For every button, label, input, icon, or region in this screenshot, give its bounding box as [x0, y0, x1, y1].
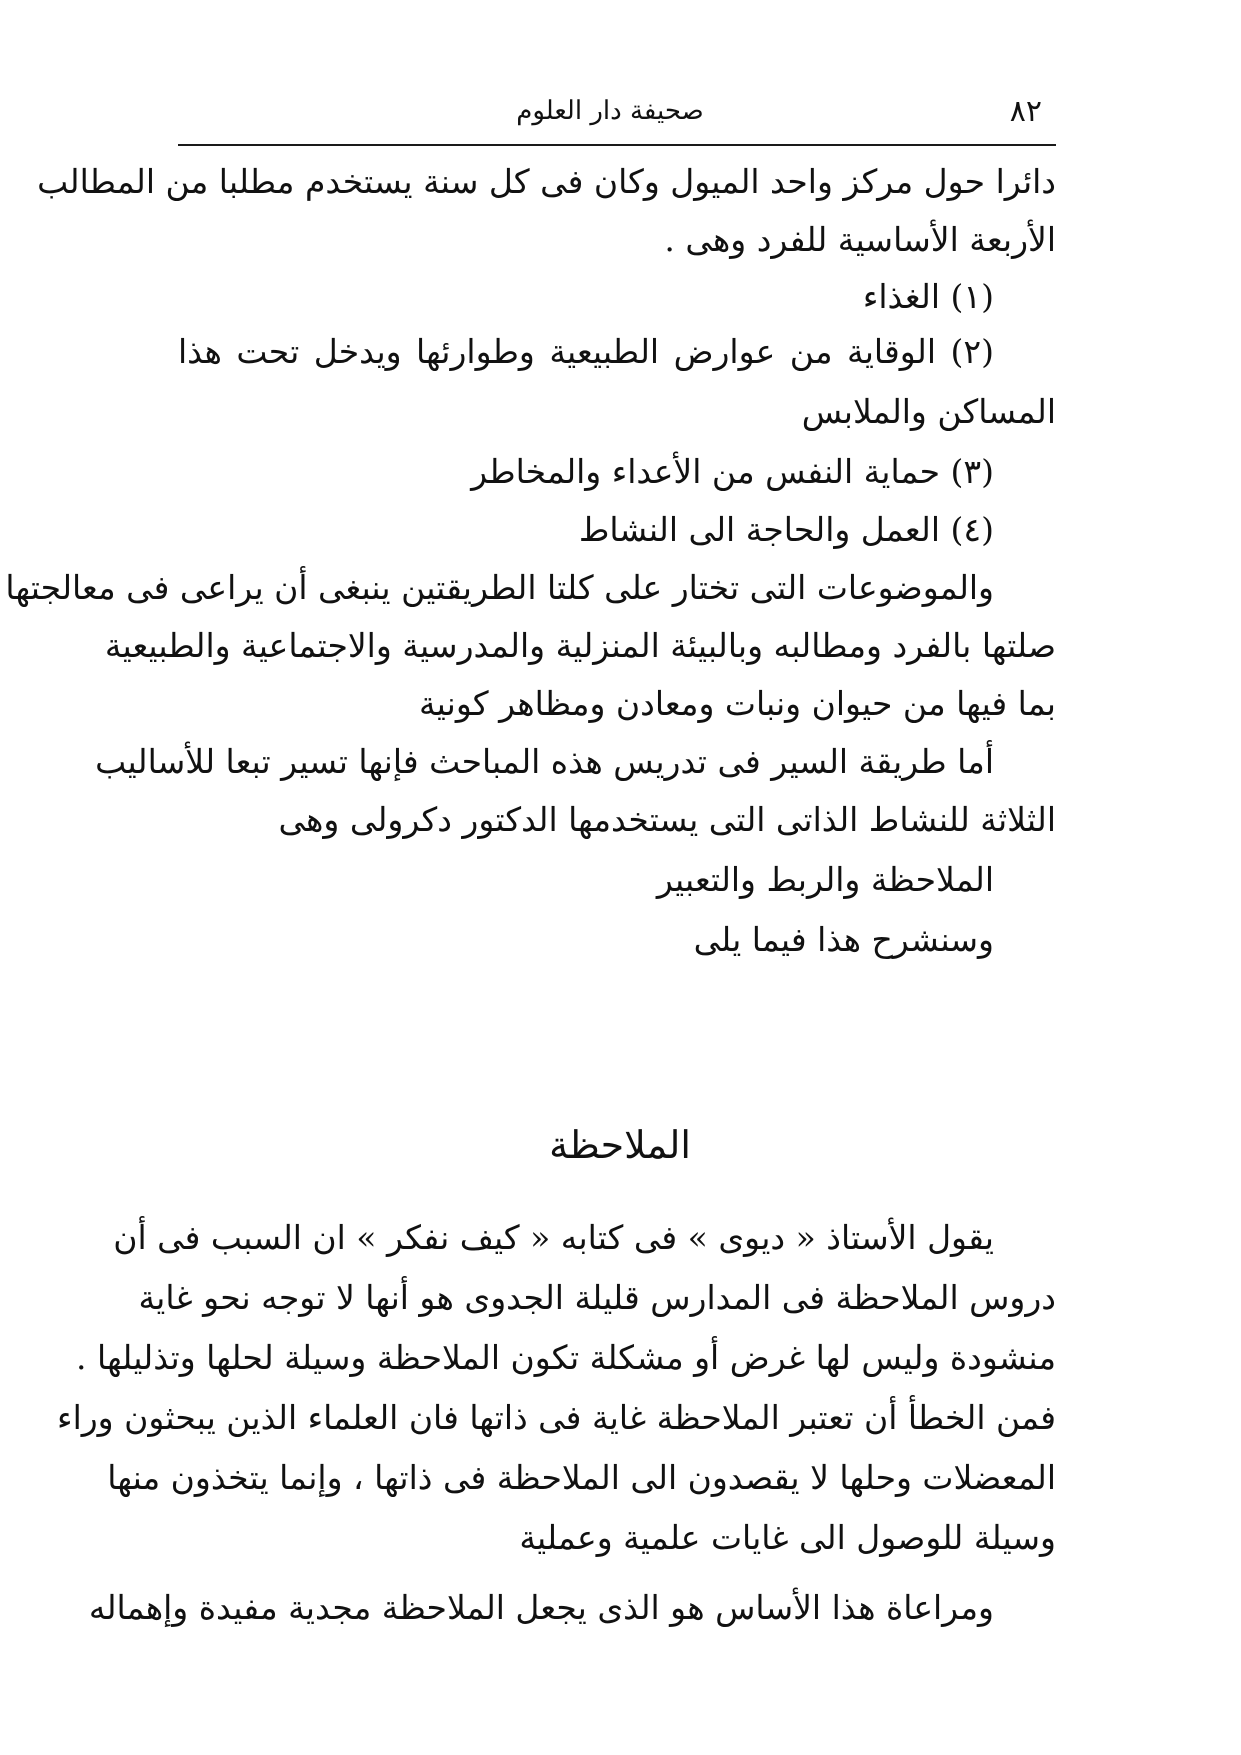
section-heading: الملاحظة	[549, 1123, 691, 1167]
list-item-2: (٢) الوقاية من عوارض الطبيعية وطوارئها ويدخل تحت هذا	[178, 332, 994, 371]
text-line: الملاحظة والربط والتعبير	[656, 860, 994, 899]
text-line: منشودة وليس لها غرض أو مشكلة تكون الملاحظة وسيلة لحلها وتذليلها .	[76, 1338, 1056, 1377]
page-number: ٨٢	[1009, 94, 1042, 129]
list-item-4: (٤) العمل والحاجة الى النشاط	[578, 510, 994, 549]
text-line: وسيلة للوصول الى غايات علمية وعملية	[519, 1518, 1056, 1557]
text-line: ومراعاة هذا الأساس هو الذى يجعل الملاحظة مجدية مفيدة وإهماله	[88, 1588, 994, 1627]
text-line: المساكن والملابس	[801, 392, 1056, 431]
text-line: أما طريقة السير فى تدريس هذه المباحث فإنها تسير تبعا للأساليب	[95, 742, 994, 781]
text-line: الثلاثة للنشاط الذاتى التى يستخدمها الدكتور دكرولى وهى	[278, 800, 1056, 839]
header-rule	[178, 144, 1056, 146]
text-line: والموضوعات التى تختار على كلتا الطريقتين ينبغى أن يراعى فى معالجتها	[5, 568, 994, 607]
text-line: دروس الملاحظة فى المدارس قليلة الجدوى هو أنها لا توجه نحو غاية	[138, 1278, 1056, 1317]
text-line: دائرا حول مركز واحد الميول وكان فى كل سنة يستخدم مطلبا من المطالب	[37, 162, 1056, 201]
text-line: فمن الخطأ أن تعتبر الملاحظة غاية فى ذاتها فان العلماء الذين يبحثون وراء	[57, 1398, 1056, 1437]
text-line: الأربعة الأساسية للفرد وهى .	[664, 220, 1056, 259]
text-line: وسنشرح هذا فيما يلى	[693, 920, 994, 959]
running-header-title: صحيفة دار العلوم	[516, 96, 704, 126]
text-line: بما فيها من حيوان ونبات ومعادن ومظاهر كونية	[418, 684, 1056, 723]
text-line: صلتها بالفرد ومطالبه وبالبيئة المنزلية والمدرسية والاجتماعية والطبيعية	[104, 626, 1056, 665]
list-item-1: (١) الغذاء	[862, 277, 994, 316]
text-line: المعضلات وحلها لا يقصدون الى الملاحظة فى ذاتها ، وإنما يتخذون منها	[107, 1458, 1056, 1497]
text-line: يقول الأستاذ « ديوى » فى كتابه « كيف نفكر » ان السبب فى أن	[113, 1218, 994, 1257]
list-item-3: (٣) حماية النفس من الأعداء والمخاطر	[471, 452, 994, 491]
